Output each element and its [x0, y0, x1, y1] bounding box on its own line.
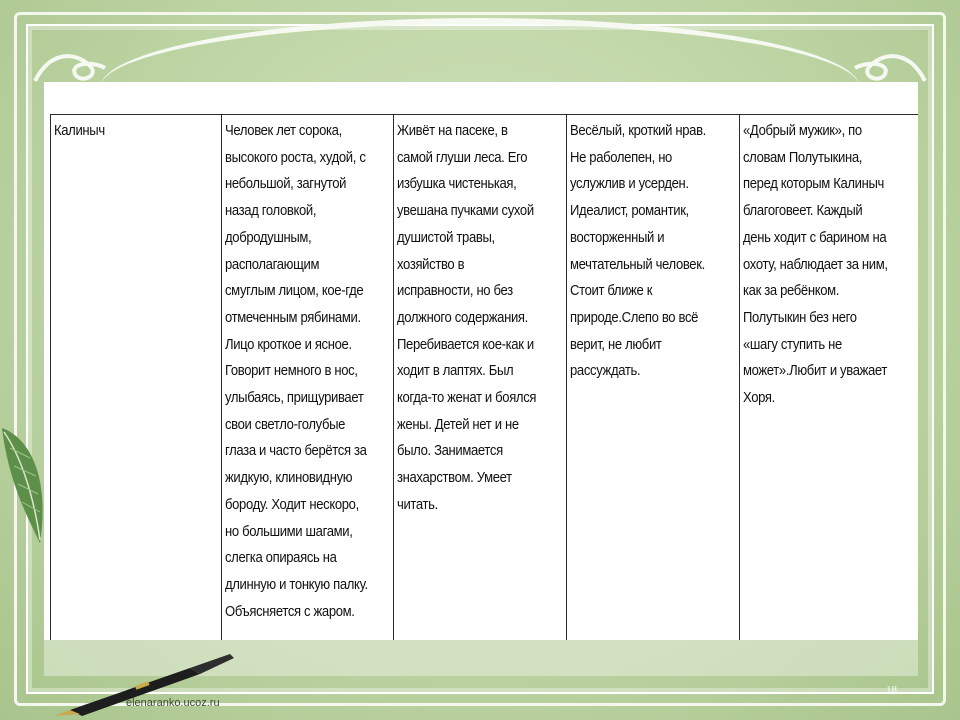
- table-cell-relations: «Добрый мужик», по словам Полутыкина, перед которым Калиныч благоговеет. Каждый день ходит с барином на охоту, наблюдает за ним, как за ребёнком. Полутыкин без него «шагу ступить не может».Любит и уважает Хоря.: [740, 115, 919, 641]
- table-cell-character: Весёлый, кроткий нрав. Не раболепен, но услужлив и усерден. Идеалист, романтик, восторженный и мечтательный человек. Стоит ближе к природе.Слепо во всё верит, не любит рассуждать.: [567, 115, 740, 641]
- table-row: [51, 115, 919, 641]
- content-panel: [44, 82, 918, 640]
- page-number: 18: [886, 684, 897, 696]
- ornament-scroll-right-icon: [850, 46, 930, 86]
- table-cell-life: Живёт на пасеке, в самой глуши леса. Его избушка чистенькая, увешана пучками сухой душистой травы, хозяйство в исправности, но без должного содержания. Перебивается кое-как и ходит в лаптях. Был когда-то женат и боялся жены. Детей нет и не было. Занимается знахарством. Умеет читать.: [394, 115, 567, 641]
- table-cell-appearance: Человек лет сорока, высокого роста, худой, с небольшой, загнутой назад головкой, добродушным, располагающим смуглым лицом, кое-где отмеченным рябинами. Лицо кроткое и ясное. Говорит немного в нос, улыбаясь, прищуривает свои светло-голубые глаза и часто берётся за жидкую, клиновидную бороду. Ходит нескоро, но большими шагами, слегка опираясь на длинную и тонкую палку. Объясняется с жаром.: [222, 115, 394, 641]
- ornament-scroll-left-icon: [30, 46, 110, 86]
- site-label: elenaranko.ucoz.ru: [126, 697, 220, 709]
- table-cell-name: Калиныч: [51, 115, 222, 641]
- character-table: [50, 114, 918, 640]
